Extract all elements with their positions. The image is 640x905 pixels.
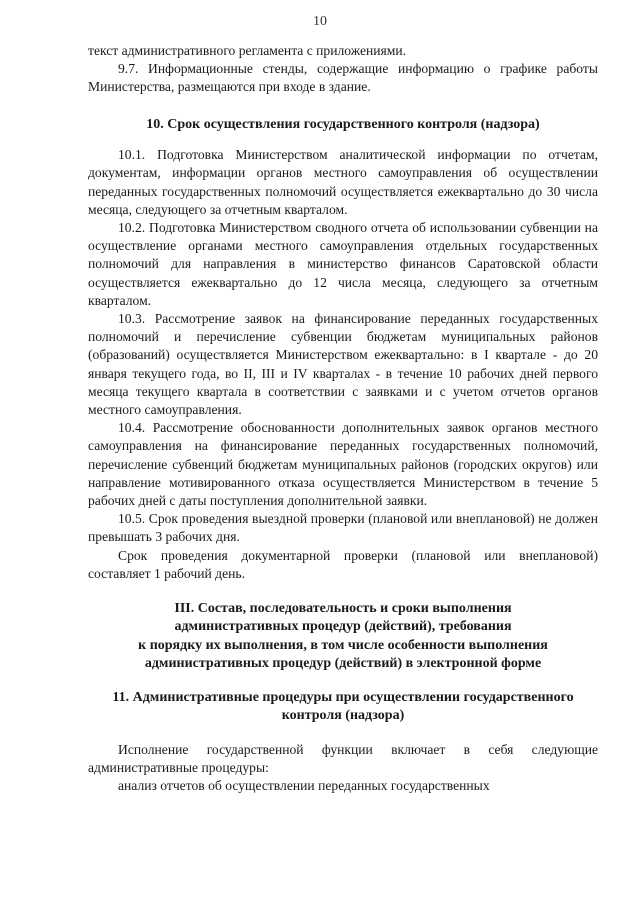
- section-3-heading-line: административных процедур (действий) в электронной форме: [144, 656, 542, 672]
- paragraph-documentary-check: Срок проведения документарной проверки (плановой или внеплановой) составляет 1 рабочий день.: [88, 547, 598, 581]
- paragraph-10-5: 10.5. Срок проведения выездной проверки (плановой или внеплановой) не должен превышать 3 рабочих дня.: [88, 511, 598, 545]
- paragraph-10-2: 10.2. Подготовка Министерством сводного отчета об использовании субвенции на осуществление органами местного самоуправления отдельных государственных полномочий для направления в министерство финансов Саратовской области осуществляется ежеквартально до 12 числа месяца, следующего за отчетным кварталом.: [88, 219, 598, 308]
- section-3-heading-line: III. Состав, последовательность и сроки выполнения: [174, 600, 512, 616]
- paragraph-10-3: 10.3. Рассмотрение заявок на финансирование переданных государственных полномочий и перечисление субвенции бюджетам муниципальных районов (образований) осуществляется Министерством ежеквартально: в I квартале - до 20 января текущего года, во II, III и IV кварталах - в течение 10 рабочих дней первого месяца текущего квартала в соответствии с заявками и с учетом отчетов органов местного самоуправления.: [88, 310, 598, 417]
- paragraph-9-7: 9.7. Информационные стенды, содержащие информацию о графике работы Министерства, размещаются при входе в здание.: [88, 61, 598, 95]
- page-content: [88, 42, 598, 796]
- paragraph-11-analysis: анализ отчетов об осуществлении переданных государственных: [118, 778, 490, 794]
- paragraph-10-1: 10.1. Подготовка Министерством аналитической информации по отчетам, документам, информации органов местного самоуправления об осуществлении переданных государственных полномочий осуществляется ежеквартально до 30 числа месяца, следующего за отчетным кварталом.: [88, 147, 598, 217]
- section-11-heading: [88, 689, 598, 726]
- section-11-heading-line: 11. Административные процедуры при осуществлении государственного: [112, 689, 574, 705]
- section-3-heading-line: административных процедур (действий), требования: [174, 619, 512, 635]
- paragraph-11-intro: Исполнение государственной функции включает в себя следующие административные процедуры:: [88, 741, 598, 776]
- section-10-heading: 10. Срок осуществления государственного контроля (надзора): [146, 116, 540, 132]
- paragraph-10-4: 10.4. Рассмотрение обоснованности дополнительных заявок органов местного самоуправления на финансирование переданных государственных полномочий, перечисление субвенций бюджетам муниципальных районов (городских округов) или направление мотивированного отказа осуществляется Министерством в течение 5 рабочих дней с даты поступления дополнительной заявки.: [88, 420, 598, 508]
- section-3-heading: [88, 600, 598, 674]
- page-number: 10: [313, 14, 327, 29]
- section-11-heading-line: контроля (надзора): [281, 708, 405, 724]
- section-3-heading-line: к порядку их выполнения, в том числе особенности выполнения: [138, 637, 548, 653]
- paragraph-regulation-text: текст административного регламента с приложениями.: [88, 43, 407, 58]
